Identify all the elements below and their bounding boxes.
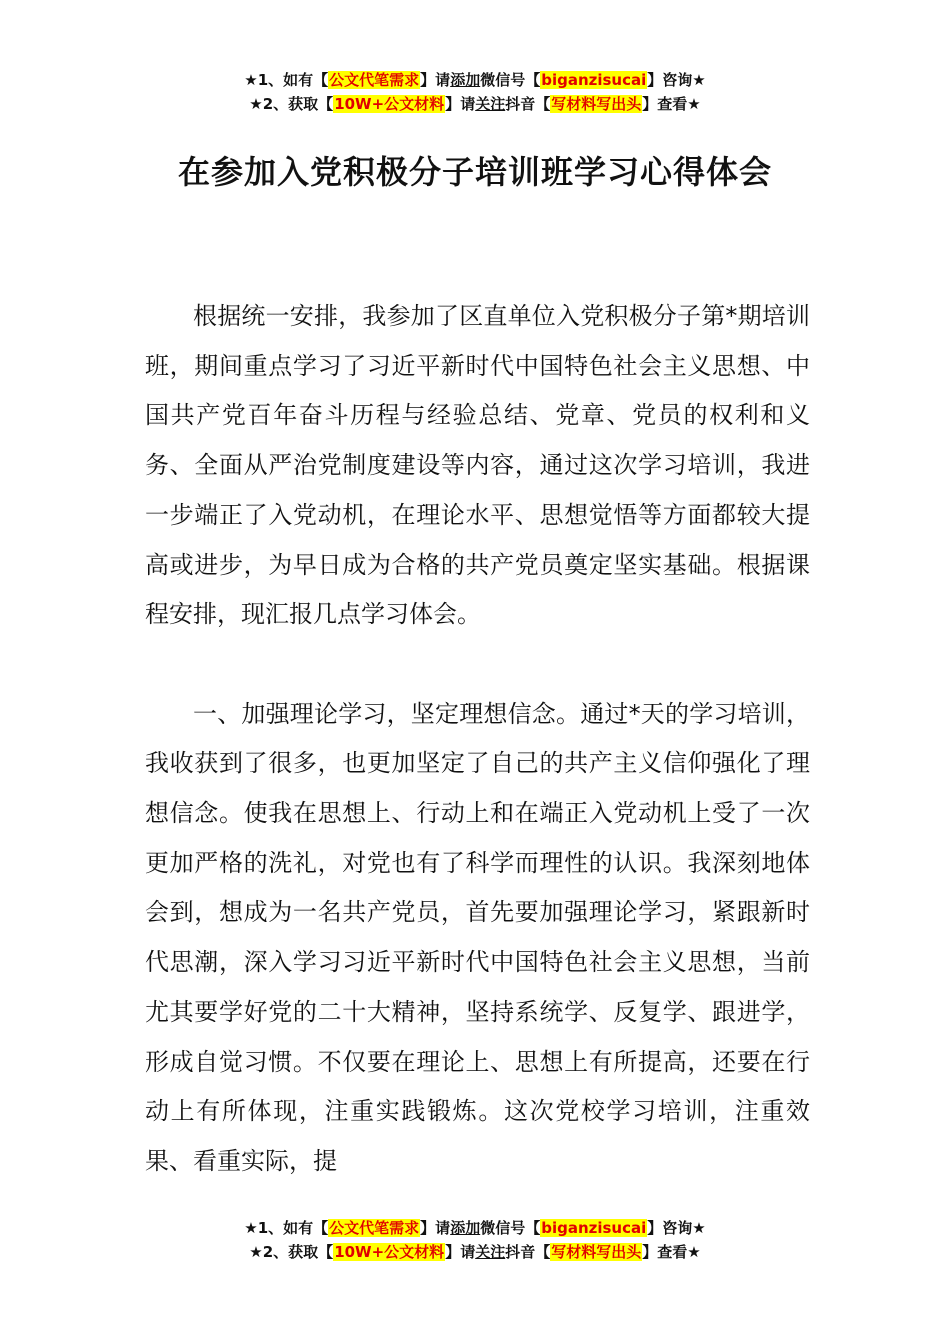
banner-text: ★2、获取【 xyxy=(249,1243,334,1261)
footer-banner xyxy=(0,1216,950,1264)
banner-text: 】查看★ xyxy=(642,1243,701,1261)
banner-text: 抖音【 xyxy=(505,1243,551,1261)
wechat-id: biganzisucai xyxy=(541,71,647,89)
banner-line-2 xyxy=(0,92,950,116)
banner-text: 】咨询★ xyxy=(647,1219,706,1237)
document-body xyxy=(145,292,810,1187)
banner-line-2 xyxy=(0,1240,950,1264)
banner-text: ★1、如有【 xyxy=(244,1219,329,1237)
douyin-account: 写材料写出头 xyxy=(551,95,642,113)
banner-text: ★1、如有【 xyxy=(244,71,329,89)
underlined-text: 添加 xyxy=(450,1219,481,1237)
highlight-text: 公文代笔需求 xyxy=(329,71,420,89)
wechat-id: biganzisucai xyxy=(541,1219,647,1237)
document-title: 在参加入党积极分子培训班学习心得体会 xyxy=(177,153,772,191)
paragraph-section-1: 一、加强理论学习，坚定理想信念。通过*天的学习培训，我收获到了很多，也更加坚定了自己的共产主义信仰强化了理想信念。使我在思想上、行动上和在端正入党动机上受了一次更加严格的洗礼，对党也有了科学而理性的认识。我深刻地体会到，想成为一名共产党员，首先要加强理论学习，紧跟新时代思潮，深入学习习近平新时代中国特色社会主义思想，当前尤其要学好党的二十大精神，坚持系统学、反复学、跟进学，形成自觉习惯。不仅要在理论上、思想上有所提高，还要在行动上有所体现，注重实践锻炼。这次党校学习培训，注重效果、看重实际，提 xyxy=(145,699,810,1175)
banner-line-1 xyxy=(0,68,950,92)
banner-text: 】请 xyxy=(420,71,451,89)
banner-text: 】请 xyxy=(420,1219,451,1237)
banner-text: 】查看★ xyxy=(642,95,701,113)
banner-text: ★2、获取【 xyxy=(249,95,334,113)
banner-text: 微信号【 xyxy=(480,71,541,89)
douyin-account: 写材料写出头 xyxy=(551,1243,642,1261)
banner-text: 微信号【 xyxy=(480,1219,541,1237)
highlight-text: 10W+公文材料 xyxy=(334,1243,445,1261)
banner-text: 】咨询★ xyxy=(647,71,706,89)
underlined-text: 添加 xyxy=(450,71,481,89)
banner-text: 抖音【 xyxy=(505,95,551,113)
highlight-text: 公文代笔需求 xyxy=(329,1219,420,1237)
underlined-text: 关注 xyxy=(475,1243,506,1261)
underlined-text: 关注 xyxy=(475,95,506,113)
banner-line-1 xyxy=(0,1216,950,1240)
highlight-text: 10W+公文材料 xyxy=(334,95,445,113)
banner-text: 】请 xyxy=(445,95,476,113)
header-banner xyxy=(0,68,950,116)
paragraph-intro: 根据统一安排，我参加了区直单位入党积极分子第*期培训班，期间重点学习了习近平新时代中国特色社会主义思想、中国共产党百年奋斗历程与经验总结、党章、党员的权利和义务、全面从严治党制度建设等内容，通过这次学习培训，我进一步端正了入党动机，在理论水平、思想觉悟等方面都较大提高或进步，为早日成为合格的共产党员奠定坚实基础。根据课程安排，现汇报几点学习体会。 xyxy=(145,302,810,629)
banner-text: 】请 xyxy=(445,1243,476,1261)
